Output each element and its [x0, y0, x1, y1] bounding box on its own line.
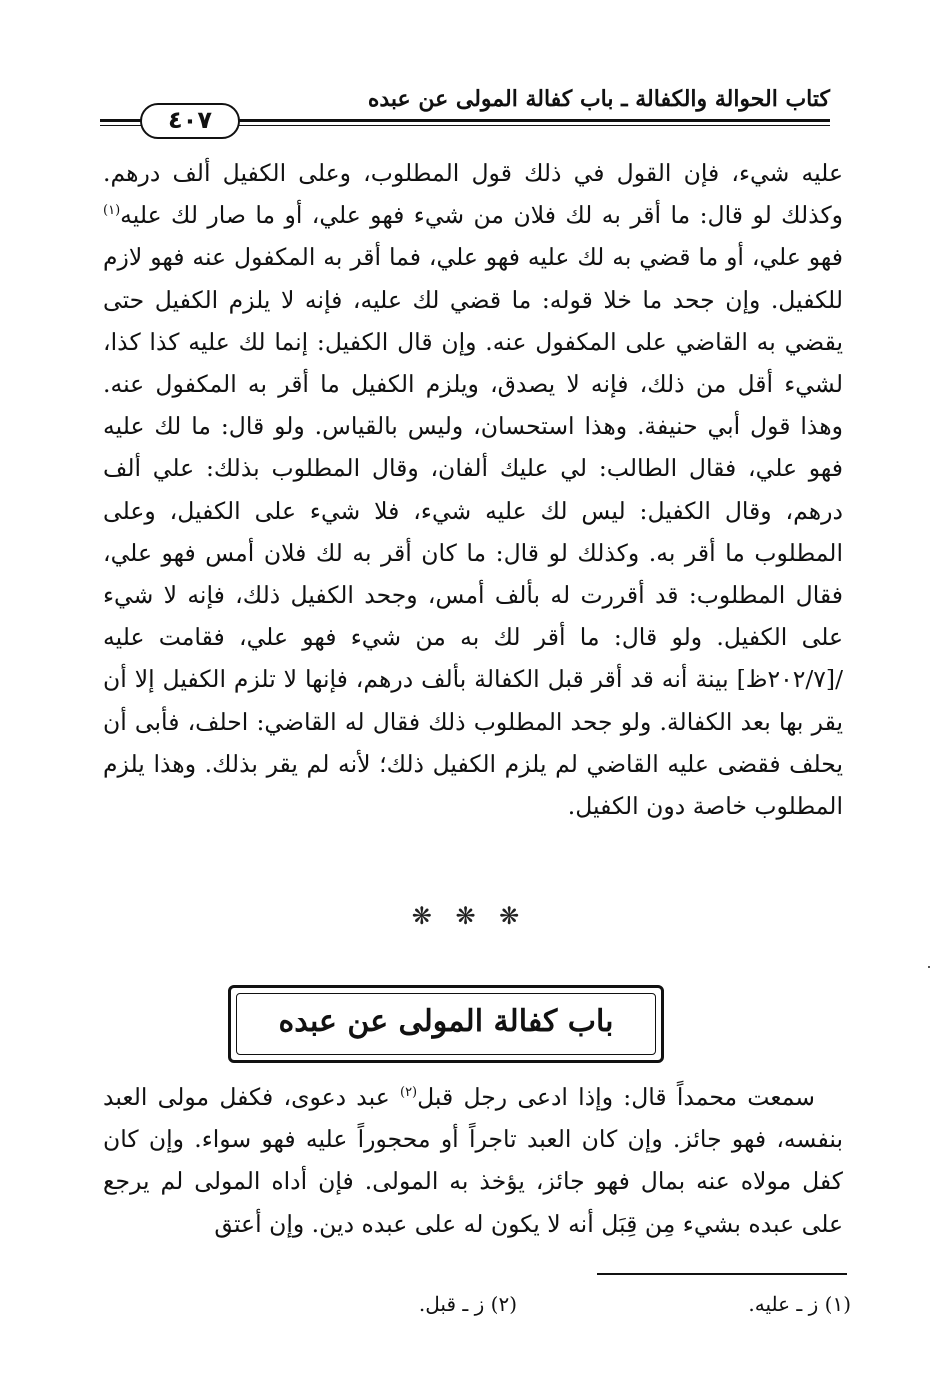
page-number: ٤٠٧	[140, 103, 240, 139]
footnote-1-marker: (١)	[824, 1292, 851, 1316]
footnote-2-marker: (٢)	[490, 1292, 517, 1316]
body-text-part-1: عليه شيء، فإن القول في ذلك قول المطلوب، وعلى الكفيل ألف درهم. وكذلك لو قال: ما أقر به لك فلان من شيء فهو علي، أو ما صار لك عليه	[103, 159, 843, 230]
footnote-1	[748, 1290, 851, 1318]
chapter-title-frame	[228, 985, 664, 1063]
footnote-rule	[597, 1273, 847, 1275]
chapter-text	[103, 1076, 843, 1245]
chapter-text-part-2: عبد دعوى، فكفل مولى العبد بنفسه، فهو جائز. وإن كان العبد تاجراً أو محجوراً عليه فهو سواء. وإن كان كفل مولاه عنه بمال فهو جائز، يؤخذ به المولى. فإن أداه المولى لم يرجع على عبده بشيء مِن قِبَل أنه لا يكون له على عبده دين. وإن أعتق	[103, 1083, 843, 1238]
running-title: كتاب الحوالة والكفالة ـ باب كفالة المولى عن عبده	[367, 86, 830, 112]
footnote-marker-2: (٢)	[399, 1085, 418, 1101]
body-text-part-2: فهو علي، أو ما قضي به لك عليه فهو علي، فما أقر به المكفول عنه فهو لازم للكفيل. وإن جحد ما خلا قوله: ما قضي لك عليه، فإنه لا يلزم الكفيل حتى يقضي به القاضي على المكفول عنه. وإن قال الكفيل: إنما لك عليه كذا كذا، لشيء أقل من ذلك، فإنه لا يصدق، ويلزم الكفيل ما أقر به المكفول عنه. وهذا قول أبي حنيفة. وهذا استحسان، وليس بالقياس. ولو قال: ما لك عليه فهو علي، فقال الطالب: لي عليك ألفان، وقال المطلوب بذلك: علي ألف درهم، وقال الكفيل: ليس لك عليه شيء، فلا شيء على الكفيل، وعلى المطلوب ما أقر به. وكذلك لو قال: ما كان أقر به لك فلان أمس فهو علي، فقال المطلوب: قد أقررت له بألف أمس، وجحد الكفيل ذلك، فإنه لا شيء على الكفيل. ولو قال: ما أقر لك به من شيء فهو علي، فقامت عليه /[٢٠٢/٧ظ] بينة أنه قد أقر قبل الكفالة بألف درهم، فإنها لا تلزم الكفيل إلا أن يقر بها بعد الكفالة. ولو جحد المطلوب ذلك فقال له القاضي: احلف، فأبى أن يحلف فقضى عليه القاضي لم يلزم الكفيل ذلك؛ لأنه لم يقر بذلك. وهذا يلزم المطلوب خاصة دون الكفيل.	[103, 243, 843, 821]
section-separator: ❋ ❋ ❋	[411, 902, 528, 930]
chapter-text-part-1: سمعت محمداً قال: وإذا ادعى رجل قبل	[417, 1083, 815, 1111]
footnote-1-text: ز ـ عليه.	[748, 1292, 819, 1316]
chapter-title: باب كفالة المولى عن عبده	[236, 993, 656, 1055]
body-text	[103, 152, 843, 827]
scan-speck	[928, 966, 930, 968]
body-paragraph	[103, 152, 843, 827]
footnote-marker-1: (١)	[103, 203, 121, 219]
chapter-paragraph	[103, 1076, 843, 1245]
footnote-2	[419, 1290, 517, 1318]
footnote-2-text: ز ـ قبل.	[418, 1292, 485, 1316]
